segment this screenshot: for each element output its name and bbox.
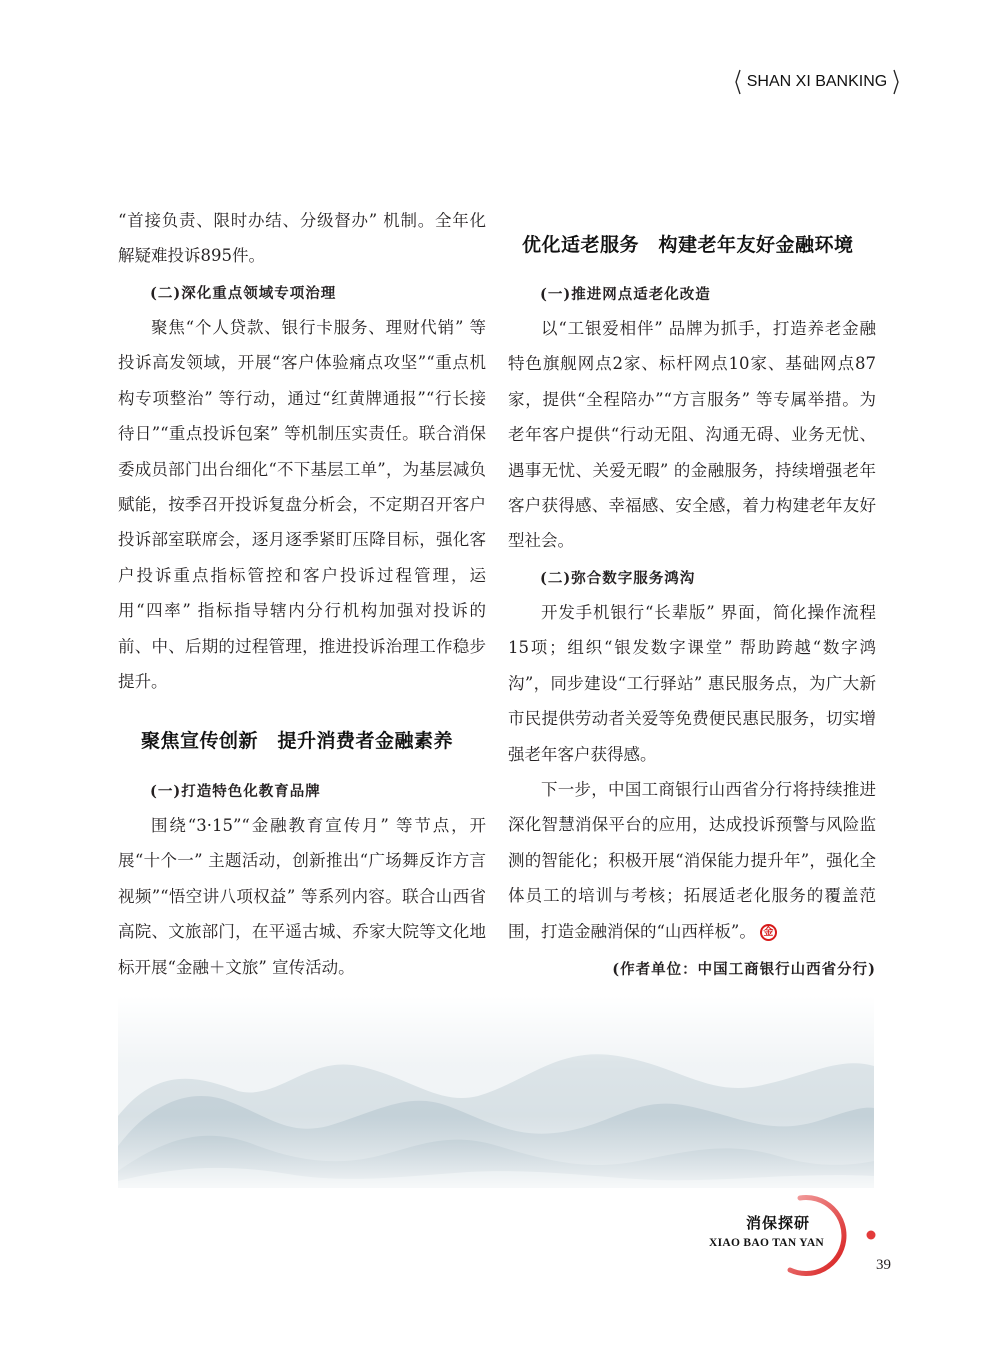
paragraph-digital-divide: 开发手机银行“长辈版” 界面，简化操作流程15项；组织“银发数字课堂” 帮助跨越“数字鸿沟”，同步建设“工行驿站” 惠民服务点，为广大新市民提供劳动者关爱等免费便民惠民服务，切实增强老年客户获得感。 bbox=[508, 603, 876, 764]
mountain-landscape-illustration bbox=[118, 996, 874, 1188]
end-mark-icon: 金 bbox=[760, 924, 777, 941]
brand-arc-icon bbox=[700, 1190, 890, 1280]
paragraph-special-governance: 聚焦“个人贷款、银行卡服务、理财代销” 等投诉高发领域，开展“客户体验痛点攻坚”“重点机构专项整治” 等行动，通过“红黄牌通报”“行长接待日”“重点投诉包案” 等机制压实责任。联合消保委成员部门出台细化“不下基层工单”，为基层减负赋能，按季召开投诉复盘分析会，不定期召开客户投诉部室联席会，逐月逐季紧盯压降目标，强化客户投诉重点指标管控和客户投诉过程管理，运用“四率” 指标指导辖内分行机构加强对投诉的前、中、后期的过程管理，推进投诉治理工作稳步提升。 bbox=[118, 318, 486, 692]
section-title-publicity: 聚焦宣传创新 提升消费者金融素养 bbox=[141, 730, 454, 752]
subheading-branch-aging: (一)推进网点适老化改造 bbox=[540, 286, 711, 303]
subheading-special-governance: (二)深化重点领域专项治理 bbox=[150, 285, 337, 302]
footer-column-brand bbox=[700, 1190, 890, 1280]
paragraph-next-steps-text: 下一步，中国工商银行山西省分行将持续推进深化智慧消保平台的应用，达成投诉预警与风险监测的智能化；积极开展“消保能力提升年”，强化全体员工的培训与考核；拓展适老化服务的覆盖范围，打造金融消保的“山西样板”。 bbox=[508, 780, 876, 941]
subheading-digital-divide: (二)弥合数字服务鸿沟 bbox=[540, 570, 696, 587]
author-affiliation: (作者单位：中国工商银行山西省分行) bbox=[612, 961, 876, 978]
page-number: 39 bbox=[876, 1257, 891, 1273]
header-title: SHAN XI BANKING bbox=[746, 73, 888, 90]
section-title-elderly-service: 优化适老服务 构建老年友好金融环境 bbox=[522, 234, 854, 256]
running-header-tag bbox=[734, 69, 900, 95]
paragraph-next-steps bbox=[508, 772, 876, 949]
paragraph-education-brand: 围绕“3·15”“金融教育宣传月” 等节点，开展“十个一” 主题活动，创新推出“广场舞反诈方言视频”“悟空讲八项权益” 等系列内容。联合山西省高院、文旅部门，在平遥古城、乔家大院等文化地标开展“金融＋文旅” 宣传活动。 bbox=[118, 816, 486, 977]
paragraph-intro: “首接负责、限时办结、分级督办” 机制。全年化解疑难投诉895件。 bbox=[118, 211, 486, 266]
footer-brand-english: XIAO BAO TAN YAN bbox=[709, 1237, 825, 1249]
footer-brand-chinese: 消保探研 bbox=[746, 1214, 811, 1232]
subheading-education-brand: (一)打造特色化教育品牌 bbox=[150, 783, 321, 800]
paragraph-branch-aging: 以“工银爱相伴” 品牌为抓手，打造养老金融特色旗舰网点2家、标杆网点10家、基础网点87家，提供“全程陪办”“方言服务” 等专属举措。为老年客户提供“行动无阻、沟通无碍、业务无忧、遇事无忧、关爱无暇” 的金融服务，持续增强老年客户获得感、幸福感、安全感，着力构建老年友好型社会。 bbox=[508, 319, 876, 551]
